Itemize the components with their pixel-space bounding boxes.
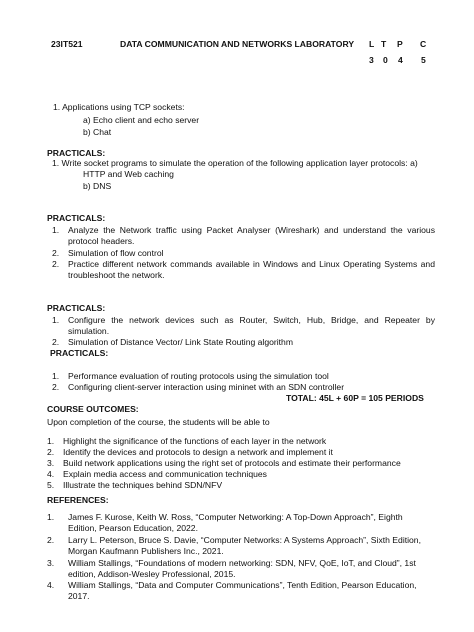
list-item-number: 1. [52, 315, 60, 325]
reference-line-2: Edition, Pearson Education, 2022. [68, 523, 198, 533]
list-item-text: Explain media access and communication techniques [63, 469, 267, 479]
reference-line-1: James F. Kurose, Keith W. Ross, “Computer Networking: A Top-Down Approach”, Eighth [68, 512, 403, 522]
reference-line-1: William Stallings, “Data and Computer Communications”, Tenth Edition, Pearson Education, [68, 580, 417, 590]
list-item-number: 4. [47, 580, 55, 590]
reference-line-2: Morgan Kaufmann Publishers Inc., 2021. [68, 546, 224, 556]
intro-item-1b: b) Chat [83, 127, 112, 137]
course-code: 23IT521 [51, 39, 83, 49]
list-item-text: Configuring client-server interaction using mininet with an SDN controller [68, 382, 345, 392]
list-item-number: 2. [52, 259, 60, 269]
ltpc-label-c: C [420, 39, 427, 49]
reference-line-1: William Stallings, “Foundations of modern networking: SDN, NFV, QoE, IoT, and Cloud”, 1st [68, 558, 416, 568]
total-periods: TOTAL: 45L + 60P = 105 PERIODS [286, 393, 424, 403]
course-title: DATA COMMUNICATION AND NETWORKS LABORATORY [120, 39, 355, 49]
practicals-heading-4: PRACTICALS: [50, 348, 109, 358]
list-item-number: 2. [52, 382, 60, 392]
list-item-text: Identify the devices and protocols to design a network and implement it [63, 447, 333, 457]
list-item-text: Practice different network commands available in Windows and Linux Operating Systems and troubleshoot the network. [68, 259, 435, 280]
outcomes-intro: Upon completion of the course, the students will be able to [47, 417, 270, 427]
list-item-number: 2. [47, 535, 55, 545]
list-item-text: Performance evaluation of routing protocols using the simulation tool [68, 371, 329, 381]
list-item-text: Analyze the Network traffic using Packet Analyser (Wireshark) and understand the various protocol headers. [68, 225, 435, 246]
list-item-number: 1. [47, 436, 55, 446]
references-heading: REFERENCES: [47, 495, 109, 505]
list-item-number: 3. [47, 558, 55, 568]
intro-item-1: 1. Applications using TCP sockets: [53, 102, 185, 112]
outcomes-heading: COURSE OUTCOMES: [47, 404, 139, 414]
ltpc-value-l: 3 [369, 55, 374, 65]
reference-line-2: 2017. [68, 591, 90, 601]
ltpc-label-l: L [369, 39, 375, 49]
ltpc-label-t: T [381, 39, 387, 49]
list-item-number: 3. [47, 458, 55, 468]
reference-line-1: Larry L. Peterson, Bruce S. Davie, “Computer Networks: A Systems Approach”, Sixth Edition, [68, 535, 421, 545]
list-item-text: Highlight the significance of the functions of each layer in the network [63, 436, 327, 446]
list-item-number: 2. [47, 447, 55, 457]
ltpc-label-p: P [397, 39, 403, 49]
practicals1-line-1: 1. Write socket programs to simulate the operation of the following application layer protocols: a) [52, 158, 418, 168]
list-item-number: 1. [47, 512, 55, 522]
list-item-number: 1. [52, 225, 60, 235]
intro-item-1a: a) Echo client and echo server [83, 115, 200, 125]
list-item-text: Simulation of flow control [68, 248, 164, 258]
reference-line-2: edition, Addison-Wesley Professional, 2015. [68, 569, 236, 579]
ltpc-value-c: 5 [421, 55, 426, 65]
ltpc-value-t: 0 [383, 55, 388, 65]
practicals1-line-2: HTTP and Web caching [83, 169, 174, 179]
list-item-text: Configure the network devices such as Router, Switch, Hub, Bridge, and Repeater by simulation. [68, 315, 435, 336]
practicals-heading-2: PRACTICALS: [47, 213, 106, 223]
practicals-heading-3: PRACTICALS: [47, 303, 106, 313]
list-item-text: Illustrate the techniques behind SDN/NFV [63, 480, 223, 490]
list-item-number: 2. [52, 248, 60, 258]
list-item-text: Build network applications using the right set of protocols and estimate their performance [63, 458, 401, 468]
ltpc-value-p: 4 [398, 55, 403, 65]
list-item-number: 1. [52, 371, 60, 381]
list-item-number: 5. [47, 480, 55, 490]
list-item-number: 2. [52, 337, 60, 347]
list-item-number: 4. [47, 469, 55, 479]
practicals1-line-3: b) DNS [83, 181, 112, 191]
list-item-text: Simulation of Distance Vector/ Link State Routing algorithm [68, 337, 293, 347]
practicals-heading-1: PRACTICALS: [47, 148, 106, 158]
